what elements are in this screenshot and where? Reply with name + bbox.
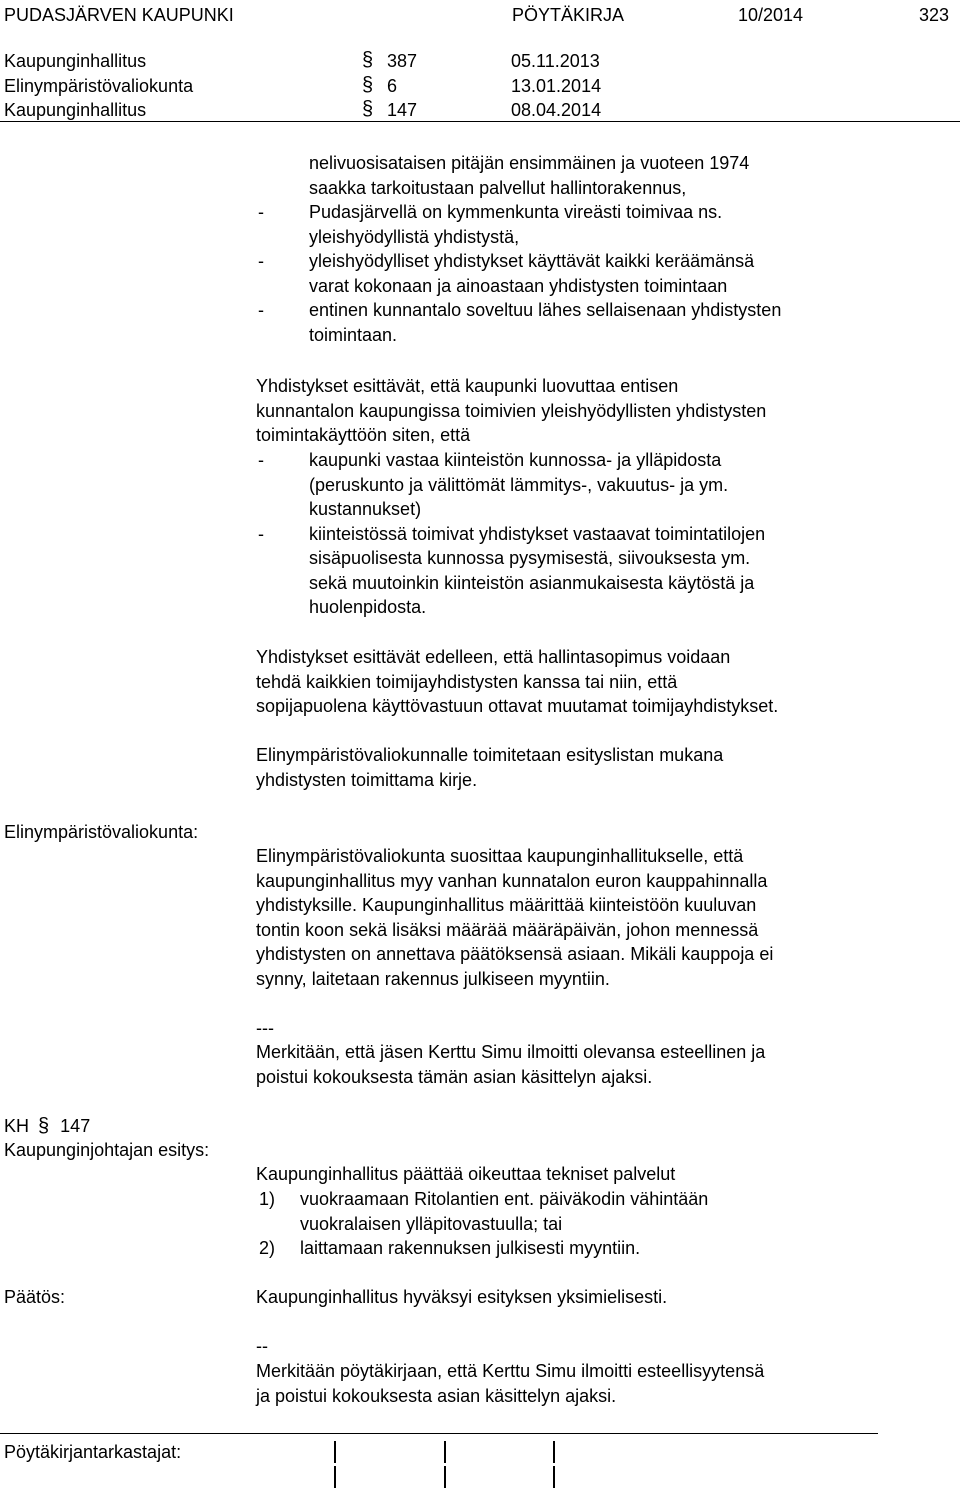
text-line: yhdistysten on annettava päätöksensä asiaan. Mikäli kauppoja ei [256,944,774,964]
list-marker: 1) [259,1189,276,1209]
meta-body: Kaupunginhallitus [4,51,147,71]
separator-1: --- [256,1018,274,1038]
header-doc-type: PÖYTÄKIRJA [512,5,625,25]
list-item: entinen kunnantalo soveltuu lähes sellaisenaan yhdistysten [309,300,782,320]
text-line: ja poistui kokouksesta asian käsittelyn ajaksi. [256,1385,617,1406]
list-marker: - [258,450,264,470]
text-line: toimintakäyttöön siten, että [256,425,471,445]
meta-body: Elinympäristövaliokunta [4,75,194,96]
text-line: yhdistyksille. Kaupunginhallitus määrittää kiinteistöön kuuluvan [256,895,757,915]
section-sign: § [362,49,374,71]
list-item: vuokralaisen ylläpitovastuulla; tai [300,1213,563,1234]
list-marker: - [258,202,264,222]
list-item: saakka tarkoitustaan palvellut hallintorakennus, [309,177,687,198]
list-item: sisäpuolisesta kunnossa pysymisestä, siivouksesta ym. [309,548,751,568]
text-line: Yhdistykset esittävät edelleen, että hallintasopimus voidaan [256,647,731,667]
text-line: Merkitään pöytäkirjaan, että Kerttu Simu ilmoitti esteellisyytensä [256,1361,765,1381]
list-item: kiinteistössä toimivat yhdistykset vastaavat toimintatilojen [309,523,766,544]
header-rule [0,121,960,122]
signature-separator [444,1441,446,1463]
list-marker: - [258,251,264,271]
meta-date: 08.04.2014 [511,100,602,120]
section-sign: § [362,73,374,96]
list-item: laittamaan rakennuksen julkisesti myyntiin. [300,1238,641,1258]
header-org: PUDASJÄRVEN KAUPUNKI [4,5,234,25]
paragraph-paatos: Kaupunginhallitus hyväksyi esityksen yksimielisesti. [256,1287,668,1307]
text-line: tehdä kaikkien toimijayhdistysten kanssa tai niin, että [256,671,678,692]
list-item: nelivuosisataisen pitäjän ensimmäinen ja vuoteen 1974 [309,153,750,173]
list-item: vuokraamaan Ritolantien ent. päiväkodin vähintään [300,1189,709,1209]
text-line: Yhdistykset esittävät, että kaupunki luovuttaa entisen [256,376,679,396]
meta-number: 6 [387,75,398,96]
list-item: huolenpidosta. [309,597,427,617]
signature-separator [553,1466,555,1488]
list-item: Pudasjärvellä on kymmenkunta vireästi toimivaa ns. [309,202,723,222]
list-item: yleishyödylliset yhdistykset käyttävät kaikki keräämänsä [309,251,755,271]
text-line: kaupunginhallitus myy vanhan kunnatalon euron kauppahinnalla [256,870,768,891]
signature-separator [444,1466,446,1488]
meta-number: 387 [387,51,418,71]
text-line: yhdistysten toimittama kirje. [256,769,478,790]
kh-prefix: KH [4,1116,30,1136]
label-paatos: Päätös: [4,1287,66,1307]
label-tarkastajat: Pöytäkirjantarkastajat: [4,1442,182,1462]
signature-separator [334,1466,336,1488]
text-line: tontin koon sekä lisäksi määrää määräpäivän, johon mennessä [256,919,759,940]
text-line: Merkitään, että jäsen Kerttu Simu ilmoitti olevansa esteellinen ja [256,1042,766,1062]
list-marker: - [258,523,264,544]
header-page-number: 323 [919,5,950,25]
text-line: Elinympäristövaliokunta suosittaa kaupunginhallitukselle, että [256,846,744,866]
header-doc-number: 10/2014 [738,5,804,25]
list-item: (peruskunto ja välittömät lämmitys-, vakuutus- ja ym. [309,474,729,495]
signature-separator [553,1441,555,1463]
text-line: poistui kokouksesta tämän asian käsittelyn ajaksi. [256,1066,653,1087]
list-marker: - [258,300,264,320]
section-sign: § [38,1115,50,1137]
signature-separator [334,1441,336,1463]
label-valiokunta: Elinympäristövaliokunta: [4,822,199,842]
signature-rule [0,1433,878,1434]
kh-number: 147 [60,1116,91,1136]
meta-date: 05.11.2013 [511,51,600,71]
list-item: kaupunki vastaa kiinteistön kunnossa- ja ylläpidosta [309,450,722,470]
meta-number: 147 [387,100,418,120]
meta-date: 13.01.2014 [511,75,602,96]
section-sign: § [362,98,374,120]
paragraph-esitys: Kaupunginhallitus päättää oikeuttaa tekniset palvelut [256,1164,676,1184]
meta-body: Kaupunginhallitus [4,100,147,120]
list-item: yleishyödyllistä yhdistystä, [309,226,520,247]
label-esitys: Kaupunginjohtajan esitys: [4,1140,210,1160]
list-item: varat kokonaan ja ainoastaan yhdistysten toimintaan [309,275,728,296]
separator-2: -- [256,1336,268,1356]
label-kh [4,1114,90,1139]
list-item: toimintaan. [309,324,398,345]
text-line: sopijapuolena käyttövastuun ottavat muutamat toimijayhdistykset. [256,696,779,716]
list-marker: 2) [259,1238,276,1258]
text-line: synny, laitetaan rakennus julkiseen myyntiin. [256,968,610,989]
list-item: sekä muutoinkin kiinteistön asianmukaisesta käytöstä ja [309,572,755,593]
list-item: kustannukset) [309,499,422,519]
text-line: Elinympäristövaliokunnalle toimitetaan esityslistan mukana [256,745,724,765]
text-line: kunnantalon kaupungissa toimivien yleishyödyllisten yhdistysten [256,400,767,421]
